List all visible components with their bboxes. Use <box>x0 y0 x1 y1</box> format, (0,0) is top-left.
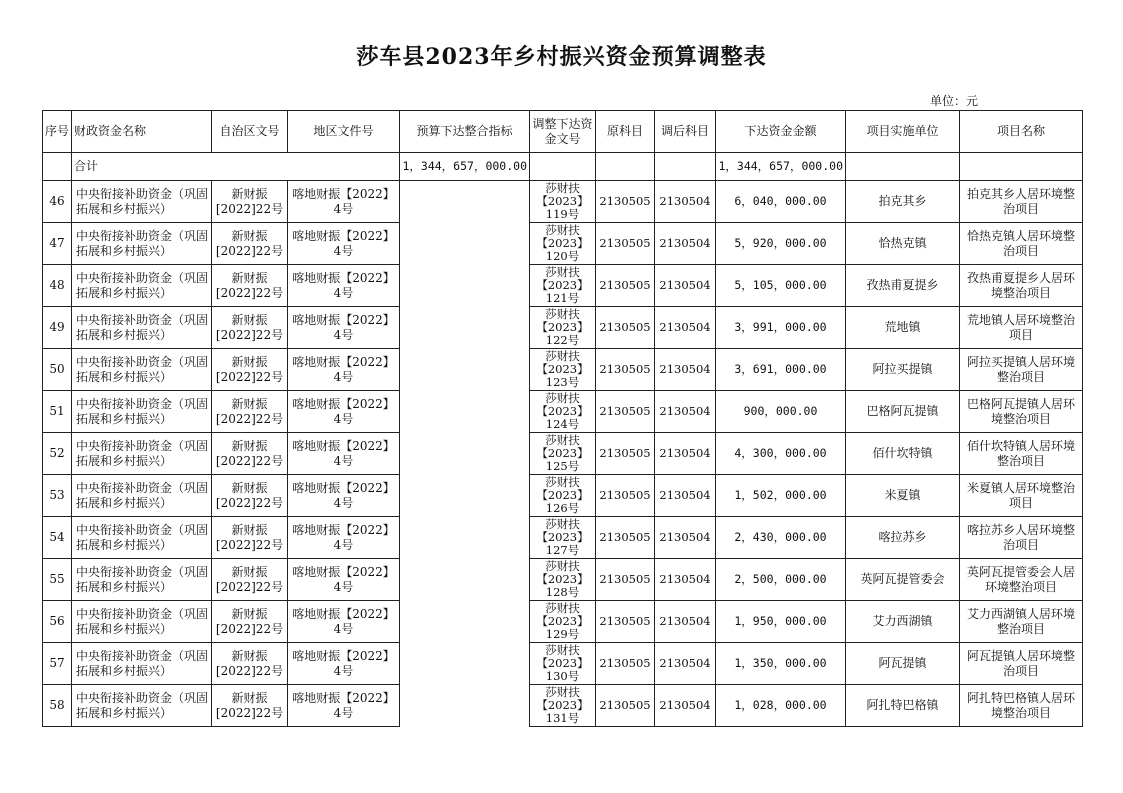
row-new-subject: 2130504 <box>655 517 716 559</box>
row-orig-subject: 2130505 <box>596 517 655 559</box>
row-region-doc: 新财振[2022]22号 <box>212 265 288 307</box>
row-new-subject: 2130504 <box>655 265 716 307</box>
row-district-doc: 喀地财振【2022】4号 <box>288 265 400 307</box>
row-region-doc: 新财振[2022]22号 <box>212 685 288 727</box>
total-budget-index: 1，344，657，000.00 <box>400 153 530 181</box>
row-impl-unit: 孜热甫夏提乡 <box>846 265 960 307</box>
row-orig-subject: 2130505 <box>596 433 655 475</box>
row-fund-name: 中央衔接补助资金（巩固拓展和乡村振兴） <box>72 685 212 727</box>
row-adjust-doc: 莎财扶【2023】123号 <box>530 349 596 391</box>
row-adjust-doc: 莎财扶【2023】128号 <box>530 559 596 601</box>
row-district-doc: 喀地财振【2022】4号 <box>288 517 400 559</box>
row-orig-subject: 2130505 <box>596 307 655 349</box>
row-amount: 4，300，000.00 <box>716 433 846 475</box>
row-budget-index <box>400 307 530 349</box>
row-fund-name: 中央衔接补助资金（巩固拓展和乡村振兴） <box>72 391 212 433</box>
total-impl-cell <box>846 153 960 181</box>
row-orig-subject: 2130505 <box>596 559 655 601</box>
row-budget-index <box>400 559 530 601</box>
row-region-doc: 新财振[2022]22号 <box>212 433 288 475</box>
row-fund-name: 中央衔接补助资金（巩固拓展和乡村振兴） <box>72 601 212 643</box>
row-amount: 2，430，000.00 <box>716 517 846 559</box>
row-budget-index <box>400 349 530 391</box>
total-seq-cell <box>43 153 72 181</box>
row-seq: 56 <box>43 601 72 643</box>
row-amount: 3，691，000.00 <box>716 349 846 391</box>
row-fund-name: 中央衔接补助资金（巩固拓展和乡村振兴） <box>72 223 212 265</box>
row-adjust-doc: 莎财扶【2023】127号 <box>530 517 596 559</box>
row-adjust-doc: 莎财扶【2023】119号 <box>530 181 596 223</box>
row-impl-unit: 阿扎特巴格镇 <box>846 685 960 727</box>
row-orig-subject: 2130505 <box>596 685 655 727</box>
header-fund-name: 财政资金名称 <box>72 111 212 153</box>
row-project-name: 拍克其乡人居环境整治项目 <box>960 181 1083 223</box>
row-region-doc: 新财振[2022]22号 <box>212 307 288 349</box>
total-new-cell <box>655 153 716 181</box>
row-budget-index <box>400 517 530 559</box>
row-orig-subject: 2130505 <box>596 223 655 265</box>
row-project-name: 孜热甫夏提乡人居环境整治项目 <box>960 265 1083 307</box>
table-row <box>43 265 1083 307</box>
row-district-doc: 喀地财振【2022】4号 <box>288 475 400 517</box>
header-new-subject: 调后科目 <box>655 111 716 153</box>
row-impl-unit: 佰什坎特镇 <box>846 433 960 475</box>
row-orig-subject: 2130505 <box>596 349 655 391</box>
row-region-doc: 新财振[2022]22号 <box>212 517 288 559</box>
row-amount: 1，028，000.00 <box>716 685 846 727</box>
total-row <box>43 153 1083 181</box>
table-row <box>43 685 1083 727</box>
row-adjust-doc: 莎财扶【2023】131号 <box>530 685 596 727</box>
row-project-name: 阿拉买提镇人居环境整治项目 <box>960 349 1083 391</box>
row-orig-subject: 2130505 <box>596 391 655 433</box>
row-seq: 58 <box>43 685 72 727</box>
row-seq: 57 <box>43 643 72 685</box>
row-impl-unit: 阿瓦提镇 <box>846 643 960 685</box>
row-new-subject: 2130504 <box>655 643 716 685</box>
row-seq: 55 <box>43 559 72 601</box>
row-district-doc: 喀地财振【2022】4号 <box>288 307 400 349</box>
row-impl-unit: 荒地镇 <box>846 307 960 349</box>
row-amount: 1，502，000.00 <box>716 475 846 517</box>
row-amount: 5，105，000.00 <box>716 265 846 307</box>
row-district-doc: 喀地财振【2022】4号 <box>288 559 400 601</box>
row-district-doc: 喀地财振【2022】4号 <box>288 643 400 685</box>
table-row <box>43 517 1083 559</box>
table-row <box>43 349 1083 391</box>
row-adjust-doc: 莎财扶【2023】129号 <box>530 601 596 643</box>
row-fund-name: 中央衔接补助资金（巩固拓展和乡村振兴） <box>72 643 212 685</box>
row-fund-name: 中央衔接补助资金（巩固拓展和乡村振兴） <box>72 181 212 223</box>
row-region-doc: 新财振[2022]22号 <box>212 391 288 433</box>
row-adjust-doc: 莎财扶【2023】126号 <box>530 475 596 517</box>
row-seq: 54 <box>43 517 72 559</box>
row-budget-index <box>400 685 530 727</box>
row-new-subject: 2130504 <box>655 391 716 433</box>
row-adjust-doc: 莎财扶【2023】130号 <box>530 643 596 685</box>
row-project-name: 米夏镇人居环境整治项目 <box>960 475 1083 517</box>
row-seq: 53 <box>43 475 72 517</box>
row-amount: 1，350，000.00 <box>716 643 846 685</box>
row-seq: 52 <box>43 433 72 475</box>
header-seq: 序号 <box>43 111 72 153</box>
row-district-doc: 喀地财振【2022】4号 <box>288 601 400 643</box>
row-new-subject: 2130504 <box>655 601 716 643</box>
total-adjust-doc-cell <box>530 153 596 181</box>
row-fund-name: 中央衔接补助资金（巩固拓展和乡村振兴） <box>72 349 212 391</box>
row-budget-index <box>400 475 530 517</box>
row-fund-name: 中央衔接补助资金（巩固拓展和乡村振兴） <box>72 559 212 601</box>
row-region-doc: 新财振[2022]22号 <box>212 349 288 391</box>
row-seq: 51 <box>43 391 72 433</box>
row-adjust-doc: 莎财扶【2023】124号 <box>530 391 596 433</box>
row-region-doc: 新财振[2022]22号 <box>212 559 288 601</box>
header-region-doc: 自治区文号 <box>212 111 288 153</box>
row-seq: 48 <box>43 265 72 307</box>
row-project-name: 佰什坎特镇人居环境整治项目 <box>960 433 1083 475</box>
row-impl-unit: 恰热克镇 <box>846 223 960 265</box>
row-fund-name: 中央衔接补助资金（巩固拓展和乡村振兴） <box>72 265 212 307</box>
header-impl-unit: 项目实施单位 <box>846 111 960 153</box>
total-orig-cell <box>596 153 655 181</box>
row-budget-index <box>400 601 530 643</box>
row-impl-unit: 阿拉买提镇 <box>846 349 960 391</box>
page-title: 莎车县2023年乡村振兴资金预算调整表 <box>356 44 767 70</box>
row-impl-unit: 喀拉苏乡 <box>846 517 960 559</box>
header-amount: 下达资金金额 <box>716 111 846 153</box>
header-project-name: 项目名称 <box>960 111 1083 153</box>
row-amount: 1，950，000.00 <box>716 601 846 643</box>
row-amount: 900，000.00 <box>716 391 846 433</box>
row-orig-subject: 2130505 <box>596 181 655 223</box>
row-seq: 47 <box>43 223 72 265</box>
row-district-doc: 喀地财振【2022】4号 <box>288 433 400 475</box>
row-new-subject: 2130504 <box>655 181 716 223</box>
row-orig-subject: 2130505 <box>596 265 655 307</box>
header-district-doc: 地区文件号 <box>288 111 400 153</box>
row-new-subject: 2130504 <box>655 685 716 727</box>
row-amount: 3，991，000.00 <box>716 307 846 349</box>
row-district-doc: 喀地财振【2022】4号 <box>288 181 400 223</box>
row-impl-unit: 英阿瓦提管委会 <box>846 559 960 601</box>
row-impl-unit: 艾力西湖镇 <box>846 601 960 643</box>
table-row <box>43 181 1083 223</box>
header-adjust-doc: 调整下达资金文号 <box>530 111 596 153</box>
table-row <box>43 223 1083 265</box>
header-orig-subject: 原科目 <box>596 111 655 153</box>
total-label: 合计 <box>72 153 400 181</box>
row-new-subject: 2130504 <box>655 349 716 391</box>
row-region-doc: 新财振[2022]22号 <box>212 181 288 223</box>
row-project-name: 艾力西湖镇人居环境整治项目 <box>960 601 1083 643</box>
table-row <box>43 307 1083 349</box>
row-seq: 46 <box>43 181 72 223</box>
row-fund-name: 中央衔接补助资金（巩固拓展和乡村振兴） <box>72 475 212 517</box>
row-adjust-doc: 莎财扶【2023】121号 <box>530 265 596 307</box>
row-new-subject: 2130504 <box>655 559 716 601</box>
row-new-subject: 2130504 <box>655 223 716 265</box>
row-impl-unit: 巴格阿瓦提镇 <box>846 391 960 433</box>
row-region-doc: 新财振[2022]22号 <box>212 223 288 265</box>
row-region-doc: 新财振[2022]22号 <box>212 643 288 685</box>
row-district-doc: 喀地财振【2022】4号 <box>288 223 400 265</box>
table-row <box>43 391 1083 433</box>
row-budget-index <box>400 223 530 265</box>
row-new-subject: 2130504 <box>655 307 716 349</box>
unit-label: 单位：元 <box>930 94 979 108</box>
header-budget-index: 预算下达整合指标 <box>400 111 530 153</box>
row-project-name: 英阿瓦提管委会人居环境整治项目 <box>960 559 1083 601</box>
row-amount: 2，500，000.00 <box>716 559 846 601</box>
row-fund-name: 中央衔接补助资金（巩固拓展和乡村振兴） <box>72 433 212 475</box>
row-adjust-doc: 莎财扶【2023】122号 <box>530 307 596 349</box>
row-budget-index <box>400 181 530 223</box>
row-district-doc: 喀地财振【2022】4号 <box>288 391 400 433</box>
row-impl-unit: 米夏镇 <box>846 475 960 517</box>
row-fund-name: 中央衔接补助资金（巩固拓展和乡村振兴） <box>72 307 212 349</box>
table-row <box>43 475 1083 517</box>
row-project-name: 恰热克镇人居环境整治项目 <box>960 223 1083 265</box>
row-budget-index <box>400 643 530 685</box>
row-new-subject: 2130504 <box>655 475 716 517</box>
budget-table-container <box>42 110 1082 727</box>
total-project-cell <box>960 153 1083 181</box>
row-district-doc: 喀地财振【2022】4号 <box>288 685 400 727</box>
row-new-subject: 2130504 <box>655 433 716 475</box>
table-header-row <box>43 111 1083 153</box>
row-budget-index <box>400 391 530 433</box>
row-orig-subject: 2130505 <box>596 475 655 517</box>
row-amount: 5，920，000.00 <box>716 223 846 265</box>
budget-adjustment-table <box>42 110 1083 727</box>
total-amount: 1，344，657，000.00 <box>716 153 846 181</box>
row-fund-name: 中央衔接补助资金（巩固拓展和乡村振兴） <box>72 517 212 559</box>
row-seq: 49 <box>43 307 72 349</box>
row-district-doc: 喀地财振【2022】4号 <box>288 349 400 391</box>
row-project-name: 阿扎特巴格镇人居环境整治项目 <box>960 685 1083 727</box>
row-adjust-doc: 莎财扶【2023】120号 <box>530 223 596 265</box>
table-row <box>43 643 1083 685</box>
row-region-doc: 新财振[2022]22号 <box>212 475 288 517</box>
row-project-name: 荒地镇人居环境整治项目 <box>960 307 1083 349</box>
row-project-name: 喀拉苏乡人居环境整治项目 <box>960 517 1083 559</box>
table-row <box>43 601 1083 643</box>
row-budget-index <box>400 433 530 475</box>
row-amount: 6，040，000.00 <box>716 181 846 223</box>
row-project-name: 巴格阿瓦提镇人居环境整治项目 <box>960 391 1083 433</box>
table-row <box>43 433 1083 475</box>
row-impl-unit: 拍克其乡 <box>846 181 960 223</box>
row-orig-subject: 2130505 <box>596 643 655 685</box>
row-budget-index <box>400 265 530 307</box>
row-region-doc: 新财振[2022]22号 <box>212 601 288 643</box>
row-adjust-doc: 莎财扶【2023】125号 <box>530 433 596 475</box>
row-seq: 50 <box>43 349 72 391</box>
table-row <box>43 559 1083 601</box>
row-orig-subject: 2130505 <box>596 601 655 643</box>
row-project-name: 阿瓦提镇人居环境整治项目 <box>960 643 1083 685</box>
